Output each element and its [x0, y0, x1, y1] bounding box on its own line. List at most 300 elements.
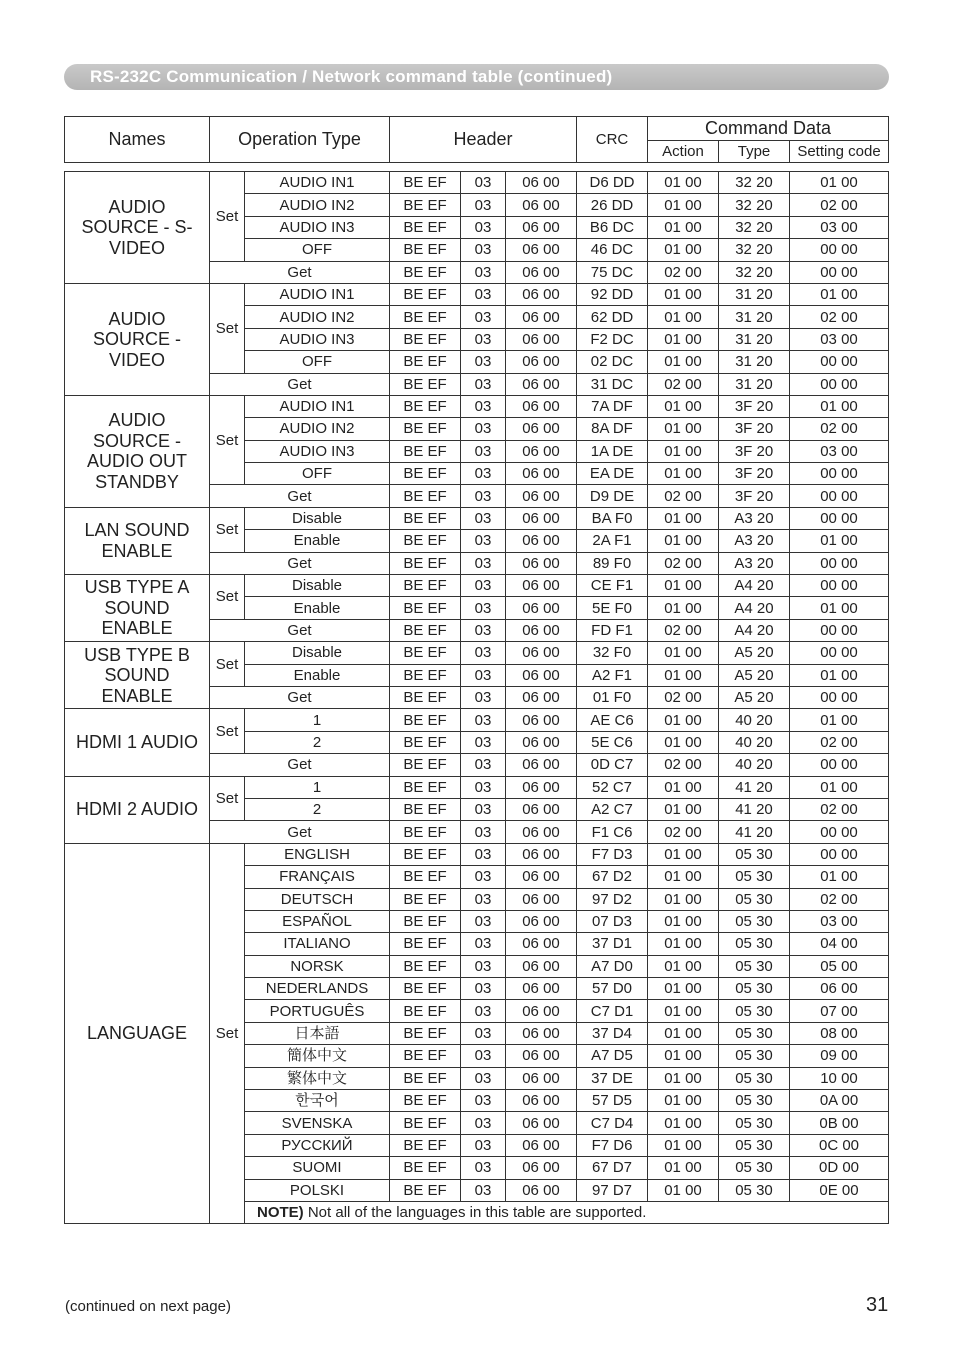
header-be-ef-cell: BE EF [390, 933, 461, 955]
setting-code-cell: 03 00 [790, 440, 889, 462]
type-cell: A3 20 [719, 552, 790, 574]
type-cell: 3F 20 [719, 463, 790, 485]
header-03-cell: 03 [461, 888, 506, 910]
header-be-ef-cell: BE EF [390, 821, 461, 843]
setting-code-cell: 04 00 [790, 933, 889, 955]
operation-cell: 簡体中文 [245, 1045, 390, 1067]
type-cell: 31 20 [719, 283, 790, 305]
operation-cell: ITALIANO [245, 933, 390, 955]
header-06-00-cell: 06 00 [506, 955, 577, 977]
header-setting-code: Setting code [790, 141, 889, 163]
type-cell: 40 20 [719, 709, 790, 731]
header-06-00-cell: 06 00 [506, 351, 577, 373]
setting-code-cell: 02 00 [790, 731, 889, 753]
get-operation-cell: Get [210, 261, 390, 283]
header-06-00-cell: 06 00 [506, 798, 577, 820]
header-be-ef-cell: BE EF [390, 373, 461, 395]
action-cell: 01 00 [648, 239, 719, 261]
type-cell: A3 20 [719, 530, 790, 552]
type-cell: A3 20 [719, 507, 790, 529]
header-06-00-cell: 06 00 [506, 507, 577, 529]
operation-cell: AUDIO IN3 [245, 216, 390, 238]
setting-code-cell: 00 00 [790, 351, 889, 373]
type-cell: A4 20 [719, 597, 790, 619]
operation-cell: PORTUGUÊS [245, 1000, 390, 1022]
header-be-ef-cell: BE EF [390, 351, 461, 373]
setting-code-cell: 03 00 [790, 216, 889, 238]
action-cell: 01 00 [648, 1179, 719, 1201]
set-label: Set [210, 776, 245, 821]
header-03-cell: 03 [461, 1090, 506, 1112]
crc-cell: C7 D1 [577, 1000, 648, 1022]
operation-cell: NEDERLANDS [245, 978, 390, 1000]
setting-code-cell: 02 00 [790, 194, 889, 216]
header-03-cell: 03 [461, 978, 506, 1000]
header-06-00-cell: 06 00 [506, 709, 577, 731]
header-06-00-cell: 06 00 [506, 1157, 577, 1179]
header-03-cell: 03 [461, 686, 506, 708]
setting-code-cell: 03 00 [790, 910, 889, 932]
operation-cell: РУССКИЙ [245, 1134, 390, 1156]
header-be-ef-cell: BE EF [390, 172, 461, 194]
header-be-ef-cell: BE EF [390, 283, 461, 305]
crc-cell: 52 C7 [577, 776, 648, 798]
crc-cell: 67 D2 [577, 866, 648, 888]
header-06-00-cell: 06 00 [506, 866, 577, 888]
action-cell: 01 00 [648, 798, 719, 820]
action-cell: 01 00 [648, 328, 719, 350]
header-03-cell: 03 [461, 754, 506, 776]
set-label: Set [210, 507, 245, 552]
crc-cell: F2 DC [577, 328, 648, 350]
setting-code-cell: 01 00 [790, 866, 889, 888]
header-03-cell: 03 [461, 283, 506, 305]
set-label: Set [210, 395, 245, 485]
get-operation-cell: Get [210, 552, 390, 574]
type-cell: 32 20 [719, 216, 790, 238]
header-be-ef-cell: BE EF [390, 216, 461, 238]
type-cell: 32 20 [719, 239, 790, 261]
header-be-ef-cell: BE EF [390, 194, 461, 216]
header-06-00-cell: 06 00 [506, 1045, 577, 1067]
header-action: Action [648, 141, 719, 163]
header-be-ef-cell: BE EF [390, 866, 461, 888]
operation-cell: ESPAÑOL [245, 910, 390, 932]
crc-cell: 02 DC [577, 351, 648, 373]
setting-code-cell: 01 00 [790, 530, 889, 552]
operation-cell: Enable [245, 530, 390, 552]
action-cell: 01 00 [648, 1134, 719, 1156]
type-cell: 05 30 [719, 955, 790, 977]
set-label: Set [210, 843, 245, 1224]
type-cell: 31 20 [719, 328, 790, 350]
header-03-cell: 03 [461, 843, 506, 865]
set-label: Set [210, 642, 245, 687]
action-cell: 01 00 [648, 1090, 719, 1112]
header-06-00-cell: 06 00 [506, 216, 577, 238]
setting-code-cell: 0E 00 [790, 1179, 889, 1201]
page-number: 31 [866, 1294, 889, 1316]
setting-code-cell: 03 00 [790, 328, 889, 350]
command-name: LANGUAGE [65, 843, 210, 1224]
setting-code-cell: 00 00 [790, 507, 889, 529]
crc-cell: 26 DD [577, 194, 648, 216]
setting-code-cell: 06 00 [790, 978, 889, 1000]
header-06-00-cell: 06 00 [506, 1090, 577, 1112]
header-03-cell: 03 [461, 709, 506, 731]
header-be-ef-cell: BE EF [390, 597, 461, 619]
type-cell: 05 30 [719, 1179, 790, 1201]
header-be-ef-cell: BE EF [390, 552, 461, 574]
header-03-cell: 03 [461, 306, 506, 328]
section-title: RS-232C Communication / Network command table (continued) [90, 67, 613, 86]
header-be-ef-cell: BE EF [390, 686, 461, 708]
crc-cell: 7A DF [577, 395, 648, 417]
header-be-ef-cell: BE EF [390, 507, 461, 529]
header-03-cell: 03 [461, 619, 506, 641]
type-cell: 05 30 [719, 933, 790, 955]
setting-code-cell: 00 00 [790, 642, 889, 664]
setting-code-cell: 09 00 [790, 1045, 889, 1067]
header-03-cell: 03 [461, 194, 506, 216]
setting-code-cell: 0A 00 [790, 1090, 889, 1112]
action-cell: 01 00 [648, 395, 719, 417]
operation-cell: DEUTSCH [245, 888, 390, 910]
type-cell: 05 30 [719, 1134, 790, 1156]
action-cell: 01 00 [648, 507, 719, 529]
header-03-cell: 03 [461, 507, 506, 529]
operation-cell: OFF [245, 351, 390, 373]
header-03-cell: 03 [461, 664, 506, 686]
action-cell: 01 00 [648, 283, 719, 305]
action-cell: 01 00 [648, 731, 719, 753]
type-cell: 05 30 [719, 1045, 790, 1067]
setting-code-cell: 01 00 [790, 283, 889, 305]
operation-cell: Enable [245, 597, 390, 619]
crc-cell: A7 D5 [577, 1045, 648, 1067]
header-03-cell: 03 [461, 1112, 506, 1134]
crc-cell: 46 DC [577, 239, 648, 261]
note-cell [245, 1201, 889, 1223]
header-06-00-cell: 06 00 [506, 1134, 577, 1156]
header-operation-type: Operation Type [210, 117, 390, 163]
operation-cell: AUDIO IN1 [245, 283, 390, 305]
header-06-00-cell: 06 00 [506, 686, 577, 708]
action-cell: 01 00 [648, 351, 719, 373]
crc-cell: 62 DD [577, 306, 648, 328]
crc-cell: 5E F0 [577, 597, 648, 619]
set-label: Set [210, 172, 245, 262]
type-cell: 41 20 [719, 798, 790, 820]
header-be-ef-cell: BE EF [390, 619, 461, 641]
header-06-00-cell: 06 00 [506, 239, 577, 261]
setting-code-cell: 05 00 [790, 955, 889, 977]
header-06-00-cell: 06 00 [506, 731, 577, 753]
type-cell: A5 20 [719, 686, 790, 708]
header-03-cell: 03 [461, 418, 506, 440]
operation-cell: 1 [245, 776, 390, 798]
header-03-cell: 03 [461, 933, 506, 955]
type-cell: 3F 20 [719, 418, 790, 440]
header-be-ef-cell: BE EF [390, 239, 461, 261]
action-cell: 02 00 [648, 686, 719, 708]
action-cell: 01 00 [648, 463, 719, 485]
column-header-table [64, 116, 889, 163]
operation-cell: POLSKI [245, 1179, 390, 1201]
crc-cell: 37 DE [577, 1067, 648, 1089]
command-name: AUDIO SOURCE - AUDIO OUT STANDBY [65, 395, 210, 507]
setting-code-cell: 00 00 [790, 552, 889, 574]
operation-cell: Disable [245, 507, 390, 529]
type-cell: 05 30 [719, 1090, 790, 1112]
setting-code-cell: 00 00 [790, 463, 889, 485]
action-cell: 01 00 [648, 776, 719, 798]
operation-cell: OFF [245, 463, 390, 485]
header-03-cell: 03 [461, 798, 506, 820]
type-cell: 05 30 [719, 910, 790, 932]
operation-cell: OFF [245, 239, 390, 261]
header-03-cell: 03 [461, 552, 506, 574]
crc-cell: 2A F1 [577, 530, 648, 552]
crc-cell: 57 D5 [577, 1090, 648, 1112]
command-table [64, 171, 889, 1224]
setting-code-cell: 07 00 [790, 1000, 889, 1022]
header-03-cell: 03 [461, 261, 506, 283]
header-06-00-cell: 06 00 [506, 306, 577, 328]
crc-cell: A7 D0 [577, 955, 648, 977]
header-06-00-cell: 06 00 [506, 821, 577, 843]
crc-cell: F1 C6 [577, 821, 648, 843]
crc-cell: 92 DD [577, 283, 648, 305]
header-03-cell: 03 [461, 776, 506, 798]
header-06-00-cell: 06 00 [506, 776, 577, 798]
header-be-ef-cell: BE EF [390, 328, 461, 350]
header-be-ef-cell: BE EF [390, 1112, 461, 1134]
header-crc: CRC [577, 117, 648, 163]
action-cell: 01 00 [648, 664, 719, 686]
action-cell: 01 00 [648, 530, 719, 552]
header-be-ef-cell: BE EF [390, 1067, 461, 1089]
header-06-00-cell: 06 00 [506, 933, 577, 955]
action-cell: 01 00 [648, 418, 719, 440]
crc-cell: 37 D4 [577, 1022, 648, 1044]
crc-cell: 0D C7 [577, 754, 648, 776]
header-06-00-cell: 06 00 [506, 485, 577, 507]
header-be-ef-cell: BE EF [390, 463, 461, 485]
crc-cell: 5E C6 [577, 731, 648, 753]
header-06-00-cell: 06 00 [506, 395, 577, 417]
section-title-bar [64, 64, 889, 90]
type-cell: 41 20 [719, 776, 790, 798]
header-be-ef-cell: BE EF [390, 575, 461, 597]
crc-cell: EA DE [577, 463, 648, 485]
header-06-00-cell: 06 00 [506, 888, 577, 910]
operation-cell: FRANÇAIS [245, 866, 390, 888]
crc-cell: F7 D3 [577, 843, 648, 865]
header-be-ef-cell: BE EF [390, 754, 461, 776]
table-row [65, 395, 889, 417]
setting-code-cell: 00 00 [790, 485, 889, 507]
header-06-00-cell: 06 00 [506, 440, 577, 462]
crc-cell: D9 DE [577, 485, 648, 507]
operation-cell: 한국어 [245, 1090, 390, 1112]
setting-code-cell: 02 00 [790, 888, 889, 910]
action-cell: 01 00 [648, 306, 719, 328]
operation-cell: ENGLISH [245, 843, 390, 865]
setting-code-cell: 02 00 [790, 306, 889, 328]
header-03-cell: 03 [461, 597, 506, 619]
table-row [65, 642, 889, 664]
type-cell: 3F 20 [719, 395, 790, 417]
setting-code-cell: 0C 00 [790, 1134, 889, 1156]
header-be-ef-cell: BE EF [390, 1045, 461, 1067]
crc-cell: 1A DE [577, 440, 648, 462]
header-be-ef-cell: BE EF [390, 798, 461, 820]
header-06-00-cell: 06 00 [506, 575, 577, 597]
crc-cell: 01 F0 [577, 686, 648, 708]
crc-cell: AE C6 [577, 709, 648, 731]
command-name: AUDIO SOURCE - VIDEO [65, 283, 210, 395]
action-cell: 01 00 [648, 933, 719, 955]
header-be-ef-cell: BE EF [390, 731, 461, 753]
type-cell: 40 20 [719, 731, 790, 753]
setting-code-cell: 10 00 [790, 1067, 889, 1089]
action-cell: 01 00 [648, 597, 719, 619]
operation-cell: Disable [245, 575, 390, 597]
type-cell: 05 30 [719, 978, 790, 1000]
header-06-00-cell: 06 00 [506, 664, 577, 686]
crc-cell: 31 DC [577, 373, 648, 395]
action-cell: 01 00 [648, 1022, 719, 1044]
type-cell: 41 20 [719, 821, 790, 843]
header-03-cell: 03 [461, 172, 506, 194]
header-be-ef-cell: BE EF [390, 306, 461, 328]
header-03-cell: 03 [461, 373, 506, 395]
crc-cell: FD F1 [577, 619, 648, 641]
type-cell: A5 20 [719, 664, 790, 686]
type-cell: A4 20 [719, 619, 790, 641]
type-cell: 05 30 [719, 888, 790, 910]
action-cell: 01 00 [648, 1157, 719, 1179]
header-be-ef-cell: BE EF [390, 776, 461, 798]
action-cell: 01 00 [648, 575, 719, 597]
header-header: Header [390, 117, 577, 163]
header-be-ef-cell: BE EF [390, 1157, 461, 1179]
action-cell: 02 00 [648, 619, 719, 641]
setting-code-cell: 08 00 [790, 1022, 889, 1044]
operation-cell: AUDIO IN2 [245, 418, 390, 440]
header-be-ef-cell: BE EF [390, 1179, 461, 1201]
action-cell: 01 00 [648, 216, 719, 238]
note-label: NOTE) [257, 1204, 304, 1222]
type-cell: 05 30 [719, 1157, 790, 1179]
table-row [65, 776, 889, 798]
action-cell: 01 00 [648, 440, 719, 462]
header-03-cell: 03 [461, 1045, 506, 1067]
command-name: LAN SOUND ENABLE [65, 507, 210, 574]
header-06-00-cell: 06 00 [506, 978, 577, 1000]
header-be-ef-cell: BE EF [390, 888, 461, 910]
header-be-ef-cell: BE EF [390, 485, 461, 507]
header-be-ef-cell: BE EF [390, 843, 461, 865]
command-name: HDMI 2 AUDIO [65, 776, 210, 843]
crc-cell: 32 F0 [577, 642, 648, 664]
command-name: USB TYPE A SOUND ENABLE [65, 575, 210, 642]
header-03-cell: 03 [461, 463, 506, 485]
header-be-ef-cell: BE EF [390, 1134, 461, 1156]
header-03-cell: 03 [461, 239, 506, 261]
table-row [65, 172, 889, 194]
type-cell: 05 30 [719, 866, 790, 888]
type-cell: A5 20 [719, 642, 790, 664]
header-06-00-cell: 06 00 [506, 597, 577, 619]
header-type: Type [719, 141, 790, 163]
header-06-00-cell: 06 00 [506, 172, 577, 194]
header-06-00-cell: 06 00 [506, 910, 577, 932]
header-06-00-cell: 06 00 [506, 418, 577, 440]
header-03-cell: 03 [461, 440, 506, 462]
header-be-ef-cell: BE EF [390, 955, 461, 977]
header-be-ef-cell: BE EF [390, 261, 461, 283]
operation-cell: 日本語 [245, 1022, 390, 1044]
header-be-ef-cell: BE EF [390, 910, 461, 932]
header-be-ef-cell: BE EF [390, 978, 461, 1000]
header-be-ef-cell: BE EF [390, 530, 461, 552]
crc-cell: A2 F1 [577, 664, 648, 686]
crc-cell: F7 D6 [577, 1134, 648, 1156]
action-cell: 01 00 [648, 1000, 719, 1022]
header-be-ef-cell: BE EF [390, 418, 461, 440]
action-cell: 02 00 [648, 552, 719, 574]
setting-code-cell: 02 00 [790, 418, 889, 440]
operation-cell: AUDIO IN3 [245, 328, 390, 350]
crc-cell: 89 F0 [577, 552, 648, 574]
setting-code-cell: 01 00 [790, 172, 889, 194]
operation-cell: AUDIO IN3 [245, 440, 390, 462]
get-operation-cell: Get [210, 686, 390, 708]
header-be-ef-cell: BE EF [390, 709, 461, 731]
header-03-cell: 03 [461, 1022, 506, 1044]
header-06-00-cell: 06 00 [506, 530, 577, 552]
type-cell: A4 20 [719, 575, 790, 597]
header-names: Names [65, 117, 210, 163]
action-cell: 01 00 [648, 1112, 719, 1134]
command-name: HDMI 1 AUDIO [65, 709, 210, 776]
operation-cell: 2 [245, 798, 390, 820]
crc-cell: 97 D2 [577, 888, 648, 910]
crc-cell: C7 D4 [577, 1112, 648, 1134]
type-cell: 32 20 [719, 261, 790, 283]
type-cell: 3F 20 [719, 485, 790, 507]
crc-cell: A2 C7 [577, 798, 648, 820]
header-06-00-cell: 06 00 [506, 328, 577, 350]
header-03-cell: 03 [461, 1157, 506, 1179]
note-text: Not all of the languages in this table are supported. [303, 1204, 647, 1222]
operation-cell: 繁体中文 [245, 1067, 390, 1089]
setting-code-cell: 0B 00 [790, 1112, 889, 1134]
setting-code-cell: 00 00 [790, 821, 889, 843]
type-cell: 31 20 [719, 351, 790, 373]
header-03-cell: 03 [461, 351, 506, 373]
header-be-ef-cell: BE EF [390, 1022, 461, 1044]
get-operation-cell: Get [210, 754, 390, 776]
operation-cell: Disable [245, 642, 390, 664]
crc-cell: 8A DF [577, 418, 648, 440]
type-cell: 32 20 [719, 172, 790, 194]
header-06-00-cell: 06 00 [506, 1000, 577, 1022]
header-03-cell: 03 [461, 955, 506, 977]
header-03-cell: 03 [461, 910, 506, 932]
